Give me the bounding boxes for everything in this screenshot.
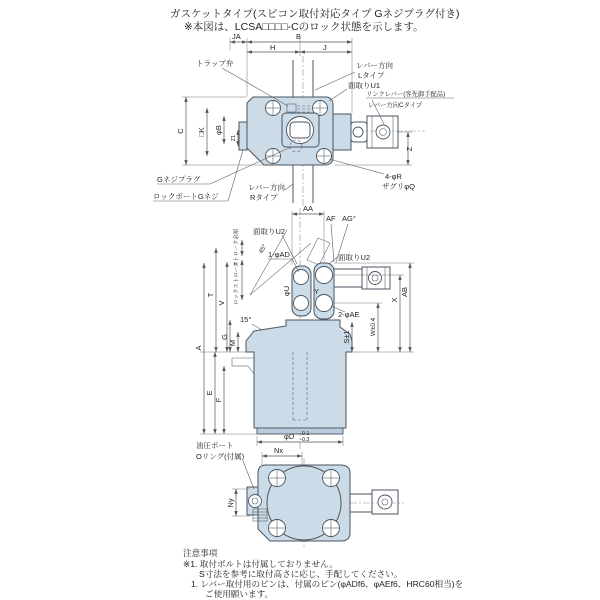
top-plan-view <box>153 32 454 206</box>
dim-ag: AG° <box>342 214 356 223</box>
label-chamfer-u2-left: 面取りU2 <box>253 227 286 236</box>
dim-phi-d-tol-lower: -0.3 <box>300 437 310 443</box>
label-counterbore-2: ザグリφQ <box>382 182 415 191</box>
dim-e: E <box>205 390 214 396</box>
label-lever-l-2: Lタイプ <box>358 71 385 80</box>
dim-aa: AA <box>303 204 314 213</box>
dim-w: W±0.4 <box>370 317 377 337</box>
label-lever-r-1: レバー方向 <box>248 183 285 192</box>
dim-f: F <box>214 397 223 403</box>
label-chamfer-u2-right: 面取りU2 <box>338 253 371 262</box>
dim-g: G <box>220 334 229 340</box>
dim-phi-b: φB <box>214 125 223 135</box>
dim-phi-d: φD <box>284 432 295 441</box>
label-lever-c: レバー方向Cタイプ <box>368 102 423 109</box>
label-counterbore-1: 4-φR <box>385 172 402 181</box>
dim-phi-u: φU <box>282 285 291 297</box>
dim-lock-stroke: ロックストローク <box>234 261 240 305</box>
dim-x: X <box>390 297 399 303</box>
dim-t: T <box>206 292 215 298</box>
title-line1: ガスケットタイプ(スピコン取付対応タイプ Gネジプラグ付き) <box>170 8 460 20</box>
dim-v: V <box>217 300 226 306</box>
dim-c: C <box>176 128 185 134</box>
label-port-2: Oリング(付属) <box>196 452 245 461</box>
title-line2: ※本図は、LCSA□□□□-Cのロック状態を示します。 <box>184 21 424 33</box>
dim-m: M <box>228 339 237 347</box>
dim-b: B <box>296 32 302 41</box>
notes-title: 注意事項 <box>183 548 218 558</box>
side-port-stub <box>232 358 254 374</box>
label-link-lever: リンクレバー(客先御手配品) <box>366 91 446 98</box>
front-view-left-dimensions <box>194 228 257 434</box>
label-lever-r-2: Rタイプ <box>250 193 278 202</box>
note-line3: 1. レバー取付用のピンは、付属のピン(φADf6、φAEf6、HRC60相当)を <box>191 579 464 589</box>
dim-z1: Z1 <box>231 134 237 142</box>
notes-block <box>183 547 463 599</box>
link-lever-assembly-top <box>333 114 398 150</box>
dim-stroke-margin: ストローク余裕 <box>234 228 240 268</box>
dim-j: J <box>323 43 327 52</box>
dim-release-angle: 45° <box>257 243 269 255</box>
dim-z: Z <box>405 146 414 152</box>
label-lever-l-1: レバー方向 <box>356 61 393 70</box>
note-line1: ※1. 取付ボルトは付属しておりません。 <box>183 559 338 569</box>
label-trap-valve: トラップ弁 <box>196 59 234 68</box>
dim-k: □K <box>197 127 206 137</box>
label-port-1: 油圧ポート <box>196 441 234 450</box>
lock-port-boss <box>239 122 247 150</box>
dim-nx: Nx <box>274 446 284 455</box>
bottom-view <box>196 440 404 548</box>
dim-s: S±1 <box>342 330 351 344</box>
dim-ja: JA <box>232 32 241 41</box>
label-lock-port: ロックポートGネジ <box>153 192 219 201</box>
label-g-plug: Gネジプラグ <box>157 175 201 184</box>
dim-flange-angle: 15° <box>240 315 252 324</box>
note-line2: S寸法を参考に取付高さに応じ、手配してください。 <box>199 569 403 579</box>
label-pin-ae: 2-φAE <box>338 310 360 319</box>
note-line4: ご使用願います。 <box>205 589 274 599</box>
label-pin-ad: 1-φAD <box>268 250 290 259</box>
clamp-body <box>246 320 352 428</box>
label-chamfer-u1: 面取りU1 <box>348 81 381 90</box>
dim-phi-d-tol-upper: -0.1 <box>300 431 310 437</box>
dim-y: Y <box>314 287 320 296</box>
drawing-title <box>170 7 460 33</box>
dim-ny: Ny <box>226 498 235 508</box>
dim-h: H <box>270 43 276 52</box>
dim-a: A <box>194 345 203 351</box>
front-section-view <box>194 204 414 450</box>
dim-ab: AB <box>400 286 409 298</box>
dim-af: AF <box>326 214 336 223</box>
port-callout <box>196 440 254 489</box>
bottom-view-clevis-stub <box>350 490 398 514</box>
